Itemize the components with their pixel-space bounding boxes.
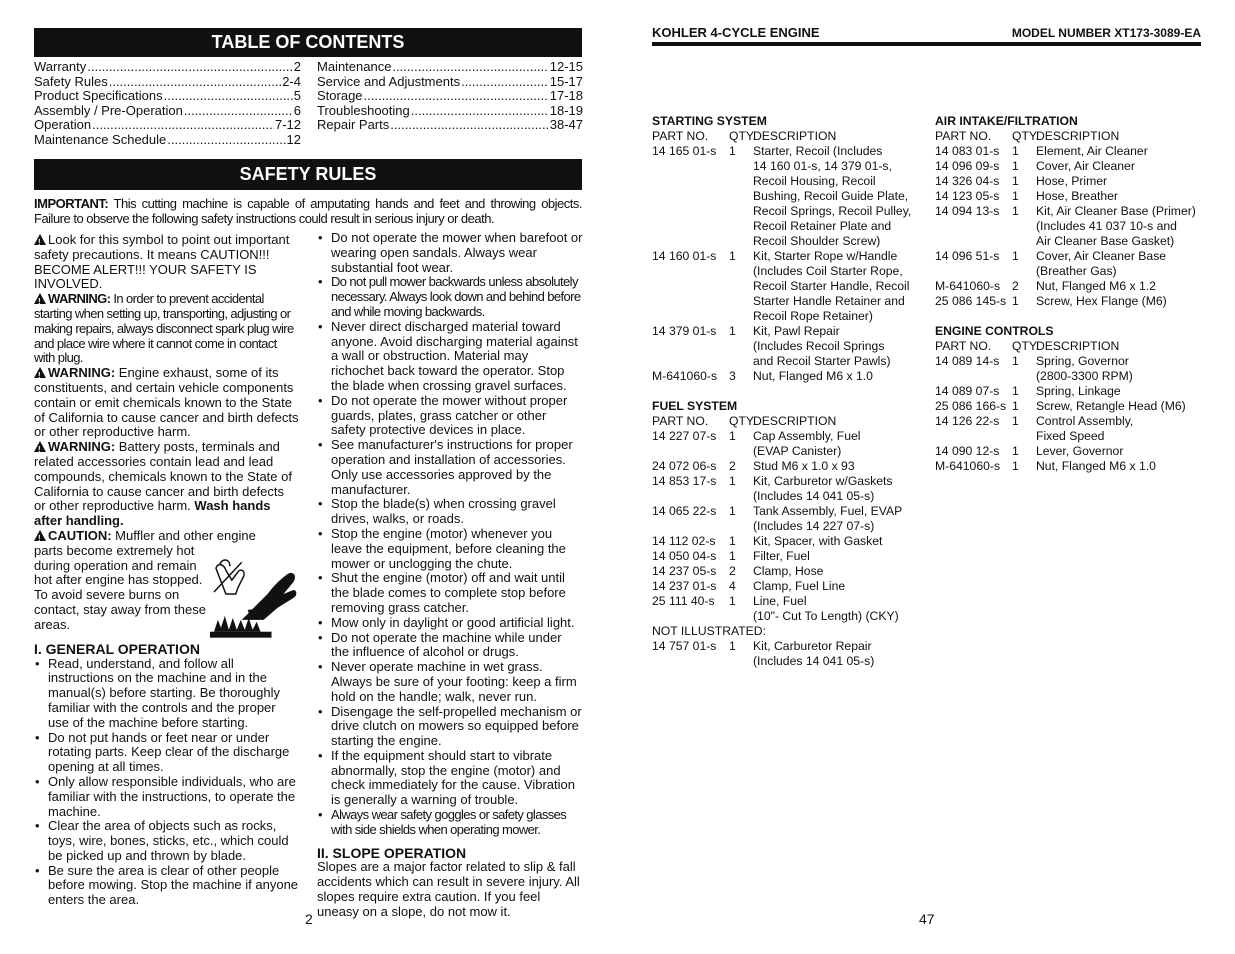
part-number: M-641060-s [935,459,1001,473]
column-header [935,339,1205,354]
toc-entry [317,75,583,90]
description-line: (Breather Gas) [1036,264,1117,278]
description-line: Element, Air Cleaner [1036,144,1148,158]
part-row [652,594,922,624]
description-line: Spring, Linkage [1036,384,1121,398]
part-row [652,504,922,534]
toc-dot-leader [87,60,293,75]
warning-triangle-icon [34,234,46,245]
warning-triangle-icon [34,293,46,304]
part-row [652,579,922,594]
part-number: 14 083 01-s [935,144,1000,158]
part-qty: 1 [729,549,736,563]
part-description [753,504,922,534]
bullet-item: • Only allow responsible individuals, who are familiar with the instructions, to operate the machine. [34,775,299,819]
qty-header: QTY. [729,414,756,428]
part-description [753,579,922,594]
part-number: 14 065 22-s [652,504,717,518]
description-line: Lever, Governor [1036,444,1124,458]
toc-entry-label: Operation [34,117,92,133]
part-number: 14 165 01-s [652,144,717,158]
bullet-item: • Do not pull mower backwards unless absolutely necessary. Always look down and behind before and while moving backwards. [317,275,583,319]
description-line: Kit, Spacer, with Gasket [753,534,883,548]
toc-right [317,60,583,133]
toc-entry-page: 18-19 [549,102,583,118]
parts-list-right [935,114,1205,474]
part-row [935,354,1205,384]
bullet-item: • Never direct discharged material toward anyone. Avoid discharging material against a wall or obstruction. Material may richochet back toward the operator. Stop the blade when crossing gravel surfaces. [317,320,583,394]
description-line: (Includes Coil Starter Rope, [753,264,903,278]
bullet-item: • Never operate machine in wet grass. Always be sure of your footing: keep a firm hold on the handle; walk, never run. [317,660,583,704]
description-line: 14 160 01-s, 14 379 01-s, [753,159,892,173]
warning-2-text: Engine exhaust, some of its constituents, and certain vehicle components contain or emit chemicals known to the State of California to cause cancer and birth defects or other reproductive harm. [34,365,299,440]
part-qty: 2 [729,564,736,578]
general-operation-list [34,657,299,909]
toc-entry-label: Safety Rules [34,73,108,89]
part-qty: 1 [1012,399,1019,413]
toc-entry [317,89,583,104]
toc-dot-leader [164,89,293,104]
toc-entry-page: 17-18 [549,88,583,104]
toc-dot-leader [392,60,548,75]
part-row [935,249,1205,279]
toc-entry-label: Troubleshooting [317,102,410,118]
part-number: 14 379 01-s [652,324,717,338]
bullet-item: • Do not operate the machine while under the influence of alcohol or drugs. [317,631,583,661]
part-no-header: PART NO. [935,339,992,353]
part-description [1036,159,1205,174]
bullet-item: • If the equipment should start to vibrate abnormally, stop the engine (motor) and check immediately for the cause. Vibration is generally a warning of trouble. [317,749,583,808]
page-number-left: 2 [305,911,313,927]
part-qty: 3 [729,369,736,383]
part-qty: 2 [729,459,736,473]
toc-entry-label: Product Specifications [34,88,163,104]
important-label: IMPORTANT: [34,196,109,211]
toc-entry-page: 15-17 [549,73,583,89]
bullet-item: • Shut the engine (motor) off and wait until the blade comes to complete stop before removing grass catcher. [317,571,583,615]
toc-title-bar [34,28,582,57]
toc-dot-leader [364,89,549,104]
part-description [1036,144,1205,159]
description-line: Hose, Primer [1036,174,1108,188]
part-description [1036,354,1205,384]
part-number: 14 094 13-s [935,204,1000,218]
description-line: Starter Handle Retainer and [753,294,905,308]
part-row [652,369,922,384]
description-line: (Includes 14 041 05-s) [753,489,875,503]
part-row [935,294,1205,309]
bullet-item: • Stop the blade(s) when crossing gravel drives, walks, or roads. [317,497,583,527]
qty-header: QTY. [1012,129,1039,143]
description-line: Recoil Shoulder Screw) [753,234,881,248]
part-row [935,444,1205,459]
part-number: 14 237 01-s [652,579,717,593]
part-number: 14 160 01-s [652,249,717,263]
part-number: 14 123 05-s [935,189,1000,203]
part-description [1036,279,1205,294]
description-line: Nut, Flanged M6 x 1.0 [1036,459,1156,473]
part-no-header: PART NO. [935,129,992,143]
toc-dot-leader [411,104,549,119]
part-number: 25 086 145-s [935,294,1007,308]
description-line: Kit, Air Cleaner Base (Primer) [1036,204,1196,218]
toc-entry [34,60,301,75]
part-qty: 1 [1012,354,1019,368]
qty-header: QTY. [1012,339,1039,353]
part-description [753,534,922,549]
part-qty: 1 [1012,294,1019,308]
part-description [1036,384,1205,399]
description-line: Screw, Hex Flange (M6) [1036,294,1167,308]
description-line: (EVAP Canister) [753,444,842,458]
toc-dot-leader [109,75,282,90]
part-number: 14 096 51-s [935,249,1000,263]
symbol-text: Look for this symbol to point out important safety precautions. It means CAUTION!!! BECOME ALERT!!! YOUR SAFETY IS INVOLVED. [34,232,290,292]
section-gap [935,309,1205,324]
important-text: This cutting machine is capable of amputating hands and feet and throwing objects. Failure to observe the following safety instructions could result in serious injury or death. [34,196,582,226]
toc-entry-page: 2-4 [282,73,301,89]
bullet-item: • See manufacturer's instructions for proper operation and installation of accessories. Only use accessories approved by the manufacturer. [317,438,583,497]
important-notice [34,196,582,226]
description-line: (Includes 14 041 05-s) [753,654,875,668]
part-description [753,249,922,324]
warning-triangle-icon [34,367,46,378]
model-number: MODEL NUMBER XT173-3089-EA [1011,26,1201,40]
part-row [652,639,922,669]
description-line: Recoil Starter Handle, Recoil [753,279,910,293]
description-line: Fixed Speed [1036,429,1105,443]
part-number: 14 096 09-s [935,159,1000,173]
description-line: Clamp, Fuel Line [753,579,846,593]
warning-triangle-icon [34,530,46,541]
part-description [753,369,922,384]
safety-rules-list [317,231,583,838]
description-line: and Recoil Starter Pawls) [753,354,891,368]
part-qty: 1 [1012,174,1019,188]
description-line: Line, Fuel [753,594,807,608]
description-header: DESCRIPTION [753,414,837,428]
part-description [1036,399,1205,414]
description-line: Starter, Recoil (Includes [753,144,883,158]
toc-entry [34,75,301,90]
part-qty: 1 [729,639,736,653]
part-qty: 1 [729,249,736,263]
toc-entry-page: 5 [293,88,301,104]
caution-line [34,529,299,544]
part-qty: 1 [729,324,736,338]
qty-header: QTY. [729,129,756,143]
part-number: 24 072 06-s [652,459,717,473]
warning-2 [34,366,299,440]
part-qty: 1 [729,144,736,158]
part-row [935,144,1205,159]
page-number-right: 47 [919,911,935,927]
bullet-item: • Do not operate the mower when barefoot or wearing open sandals. Always wear substantial foot wear. [317,231,583,275]
part-row [935,279,1205,294]
bullet-item: • Disengage the self-propelled mechanism or drive clutch on mowers so equipped before starting the engine. [317,705,583,749]
hot-surface-hand-icon [208,550,299,640]
description-header: DESCRIPTION [753,129,837,143]
part-qty: 1 [1012,204,1019,218]
description-line: Cap Assembly, Fuel [753,429,861,443]
bullet-item: • Be sure the area is clear of other people before mowing. Stop the machine if anyone enters the area. [34,864,299,908]
part-row [652,474,922,504]
section-title: ENGINE CONTROLS [935,324,1054,338]
part-row [935,159,1205,174]
bullet-item: • Mow only in daylight or good artificial light. [317,616,583,631]
toc-entry-page: 12 [286,131,301,147]
toc-entry [34,118,301,133]
part-description [753,459,922,474]
description-line: Filter, Fuel [753,549,810,563]
toc-dot-leader [167,133,285,148]
part-description [1036,249,1205,279]
description-line: Recoil Springs, Recoil Pulley, [753,204,912,218]
part-number: 14 050 04-s [652,549,717,563]
part-row [652,564,922,579]
part-description [1036,204,1205,249]
toc-entry [317,118,583,133]
part-row [935,204,1205,249]
part-description [753,564,922,579]
part-description [753,594,922,624]
toc-entry-label: Maintenance [317,59,392,74]
description-line: Cover, Air Cleaner [1036,159,1135,173]
warning-3 [34,440,299,529]
warning-2-label: WARNING: [48,365,116,381]
description-line: Clamp, Hose [753,564,824,578]
safety-column-left [34,233,299,908]
part-qty: 2 [1012,279,1019,293]
part-number: 14 853 17-s [652,474,717,488]
part-qty: 1 [729,474,736,488]
toc-entry-label: Repair Parts [317,117,390,133]
section-title: FUEL SYSTEM [652,399,738,413]
description-line: Tank Assembly, Fuel, EVAP [753,504,903,518]
description-line: Hose, Breather [1036,189,1118,203]
warning-3-label: WARNING: [48,439,116,455]
part-row [935,384,1205,399]
part-number: 14 089 14-s [935,354,1000,368]
section-title: STARTING SYSTEM [652,114,767,128]
section-title: AIR INTAKE/FILTRATION [935,114,1078,128]
description-line: (10"- Cut To Length) (CKY) [753,609,899,623]
description-line: Control Assembly, [1036,414,1134,428]
part-row [652,249,922,324]
safety-title: SAFETY RULES [239,164,377,184]
description-header: DESCRIPTION [1036,339,1120,353]
bullet-item: • Stop the engine (motor) whenever you leave the equipment, before cleaning the mower or unclogging the chute. [317,527,583,571]
toc-entry-label: Assembly / Pre-Operation [34,102,183,118]
part-row [935,174,1205,189]
part-number: 14 090 12-s [935,444,1000,458]
part-no-header: PART NO. [652,129,709,143]
toc-dot-leader [461,75,549,90]
description-line: Recoil Housing, Recoil [753,174,876,188]
part-row [652,459,922,474]
part-description [753,429,922,459]
warning-3-text: Battery posts, terminals and related accessories contain lead and lead compounds, chemicals known to the State of California to cause cancer and birth defects or other reproductive harm. [34,439,292,514]
part-qty: 1 [729,504,736,518]
description-header: DESCRIPTION [1036,129,1120,143]
bullet-item: • Do not put hands or feet near or under rotating parts. Keep clear of the discharge opening at all times. [34,731,299,775]
warning-1-label: WARNING: [48,291,111,307]
part-row [935,189,1205,204]
part-description [1036,459,1205,474]
part-number: 14 126 22-s [935,414,1000,428]
toc-left [34,60,301,148]
part-qty: 1 [1012,459,1019,473]
toc-entry [317,104,583,119]
warning-1-text: In order to prevent accidental starting when setting up, transporting, adjusting or making repairs, always disconnect spark plug wire and place wire where it cannot come in contact with plug. [34,291,294,366]
part-row [652,324,922,369]
description-line: Screw, Retangle Head (M6) [1036,399,1186,413]
toc-entry [34,89,301,104]
toc-entry-page: 12-15 [549,59,583,74]
part-qty: 1 [1012,414,1019,428]
not-illustrated-label: NOT ILLUSTRATED: [652,624,766,638]
part-number: 14 227 07-s [652,429,717,443]
toc-dot-leader [390,118,549,133]
description-line: Bushing, Recoil Guide Plate, [753,189,909,203]
part-description [1036,174,1205,189]
part-description [1036,444,1205,459]
part-row [935,399,1205,414]
description-line: Nut, Flanged M6 x 1.2 [1036,279,1156,293]
part-number: 14 089 07-s [935,384,1000,398]
part-number: 25 111 40-s [652,594,715,608]
bullet-item: • Always wear safety goggles or safety glasses with side shields when operating mower. [317,808,583,838]
part-number: 14 326 04-s [935,174,1000,188]
part-qty: 1 [1012,189,1019,203]
description-line: (Includes 41 037 10-s and [1036,219,1177,233]
part-row [935,414,1205,444]
bullet-item: • Read, understand, and follow all instructions on the machine and in the manual(s) before starting. Be thoroughly familiar with the controls and the proper use of the machine before starting. [34,657,299,731]
toc-dot-leader [92,118,274,133]
slope-operation-heading: II. SLOPE OPERATION [317,844,467,861]
description-line: Spring, Governor [1036,354,1129,368]
caution-label: CAUTION: [48,527,112,543]
description-line: (2800-3300 RPM) [1036,369,1133,383]
part-row [652,534,922,549]
toc-entry-page: 7-12 [274,117,301,133]
description-line: Recoil Retainer Plate and [753,219,892,233]
toc-entry-label: Service and Adjustments [317,73,461,89]
part-qty: 1 [1012,384,1019,398]
toc-dot-leader [184,104,293,119]
bullet-item: • Clear the area of objects such as rocks, toys, wire, bones, sticks, etc., which could be picked up and thrown by blade. [34,819,299,863]
description-line: Cover, Air Cleaner Base [1036,249,1167,263]
toc-entry-label: Storage [317,88,363,104]
part-qty: 1 [1012,444,1019,458]
part-row [652,429,922,459]
engine-title: KOHLER 4-CYCLE ENGINE [652,25,820,40]
part-qty: 4 [729,579,736,593]
section-gap [652,384,922,399]
part-description [753,639,922,669]
part-description [753,324,922,369]
part-description [753,549,922,564]
column-header [935,129,1205,144]
symbol-paragraph [34,233,299,292]
general-operation-heading: I. GENERAL OPERATION [34,640,200,657]
column-header [652,414,922,429]
bullet-item: • Do not operate the mower without proper guards, plates, grass catcher or other safety protective devices in place. [317,394,583,438]
part-qty: 1 [1012,249,1019,263]
caution-text-1: Muffler and other engine [111,527,256,543]
caution-text-2: parts become extremely hot during operation and remain hot after engine has stopped. To avoid severe burns on contact, stay away from these areas. [34,542,206,632]
part-no-header: PART NO. [652,414,709,428]
part-row [652,549,922,564]
part-number: 14 757 01-s [652,639,717,653]
part-qty: 1 [1012,159,1019,173]
description-line: Air Cleaner Base Gasket) [1036,234,1175,248]
part-number: 14 237 05-s [652,564,717,578]
part-number: M-641060-s [652,369,718,383]
slope-operation-text: Slopes are a major factor related to slip & fall accidents which can result in severe injury. All slopes require extra caution. If you feel uneasy on a slope, do not mow it. [317,859,580,919]
toc-entry-label: Maintenance Schedule [34,131,167,147]
description-line: Kit, Carburetor w/Gaskets [753,474,893,488]
description-line: Kit, Carburetor Repair [753,639,872,653]
warning-triangle-icon [34,441,46,452]
description-line: Kit, Starter Rope w/Handle [753,249,898,263]
toc-title: TABLE OF CONTENTS [211,32,405,52]
header-rule [652,42,1201,46]
part-number: M-641060-s [935,279,1001,293]
description-line: Kit, Pawl Repair [753,324,840,338]
part-qty: 1 [729,534,736,548]
toc-entry-page: 2 [293,59,301,74]
part-description [1036,294,1205,309]
part-qty: 1 [729,594,736,608]
part-description [753,474,922,504]
toc-entry-page: 38-47 [549,117,583,133]
toc-entry-page: 6 [293,102,301,118]
part-row [652,144,922,249]
toc-entry-label: Warranty [34,59,87,74]
parts-list-left [652,114,922,669]
toc-entry [34,133,301,148]
part-qty: 1 [729,429,736,443]
part-number: 14 112 02-s [652,534,716,548]
part-row [935,459,1205,474]
caution-block [34,544,299,640]
description-line: Recoil Rope Retainer) [753,309,873,323]
description-line: (Includes Recoil Springs [753,339,885,353]
description-line: (Includes 14 227 07-s) [753,519,875,533]
part-number: 25 086 166-s [935,399,1007,413]
part-description [753,144,922,249]
description-line: Nut, Flanged M6 x 1.0 [753,369,873,383]
part-description [1036,189,1205,204]
part-description [1036,414,1205,444]
warning-1 [34,292,299,366]
toc-entry [34,104,301,119]
safety-title-bar [34,159,582,190]
toc-entry [317,60,583,75]
description-line: Stud M6 x 1.0 x 93 [753,459,855,473]
part-qty: 1 [1012,144,1019,158]
safety-column-right [317,231,583,920]
column-header [652,129,922,144]
warning-3-bold: Wash hands after handling. [34,498,271,529]
